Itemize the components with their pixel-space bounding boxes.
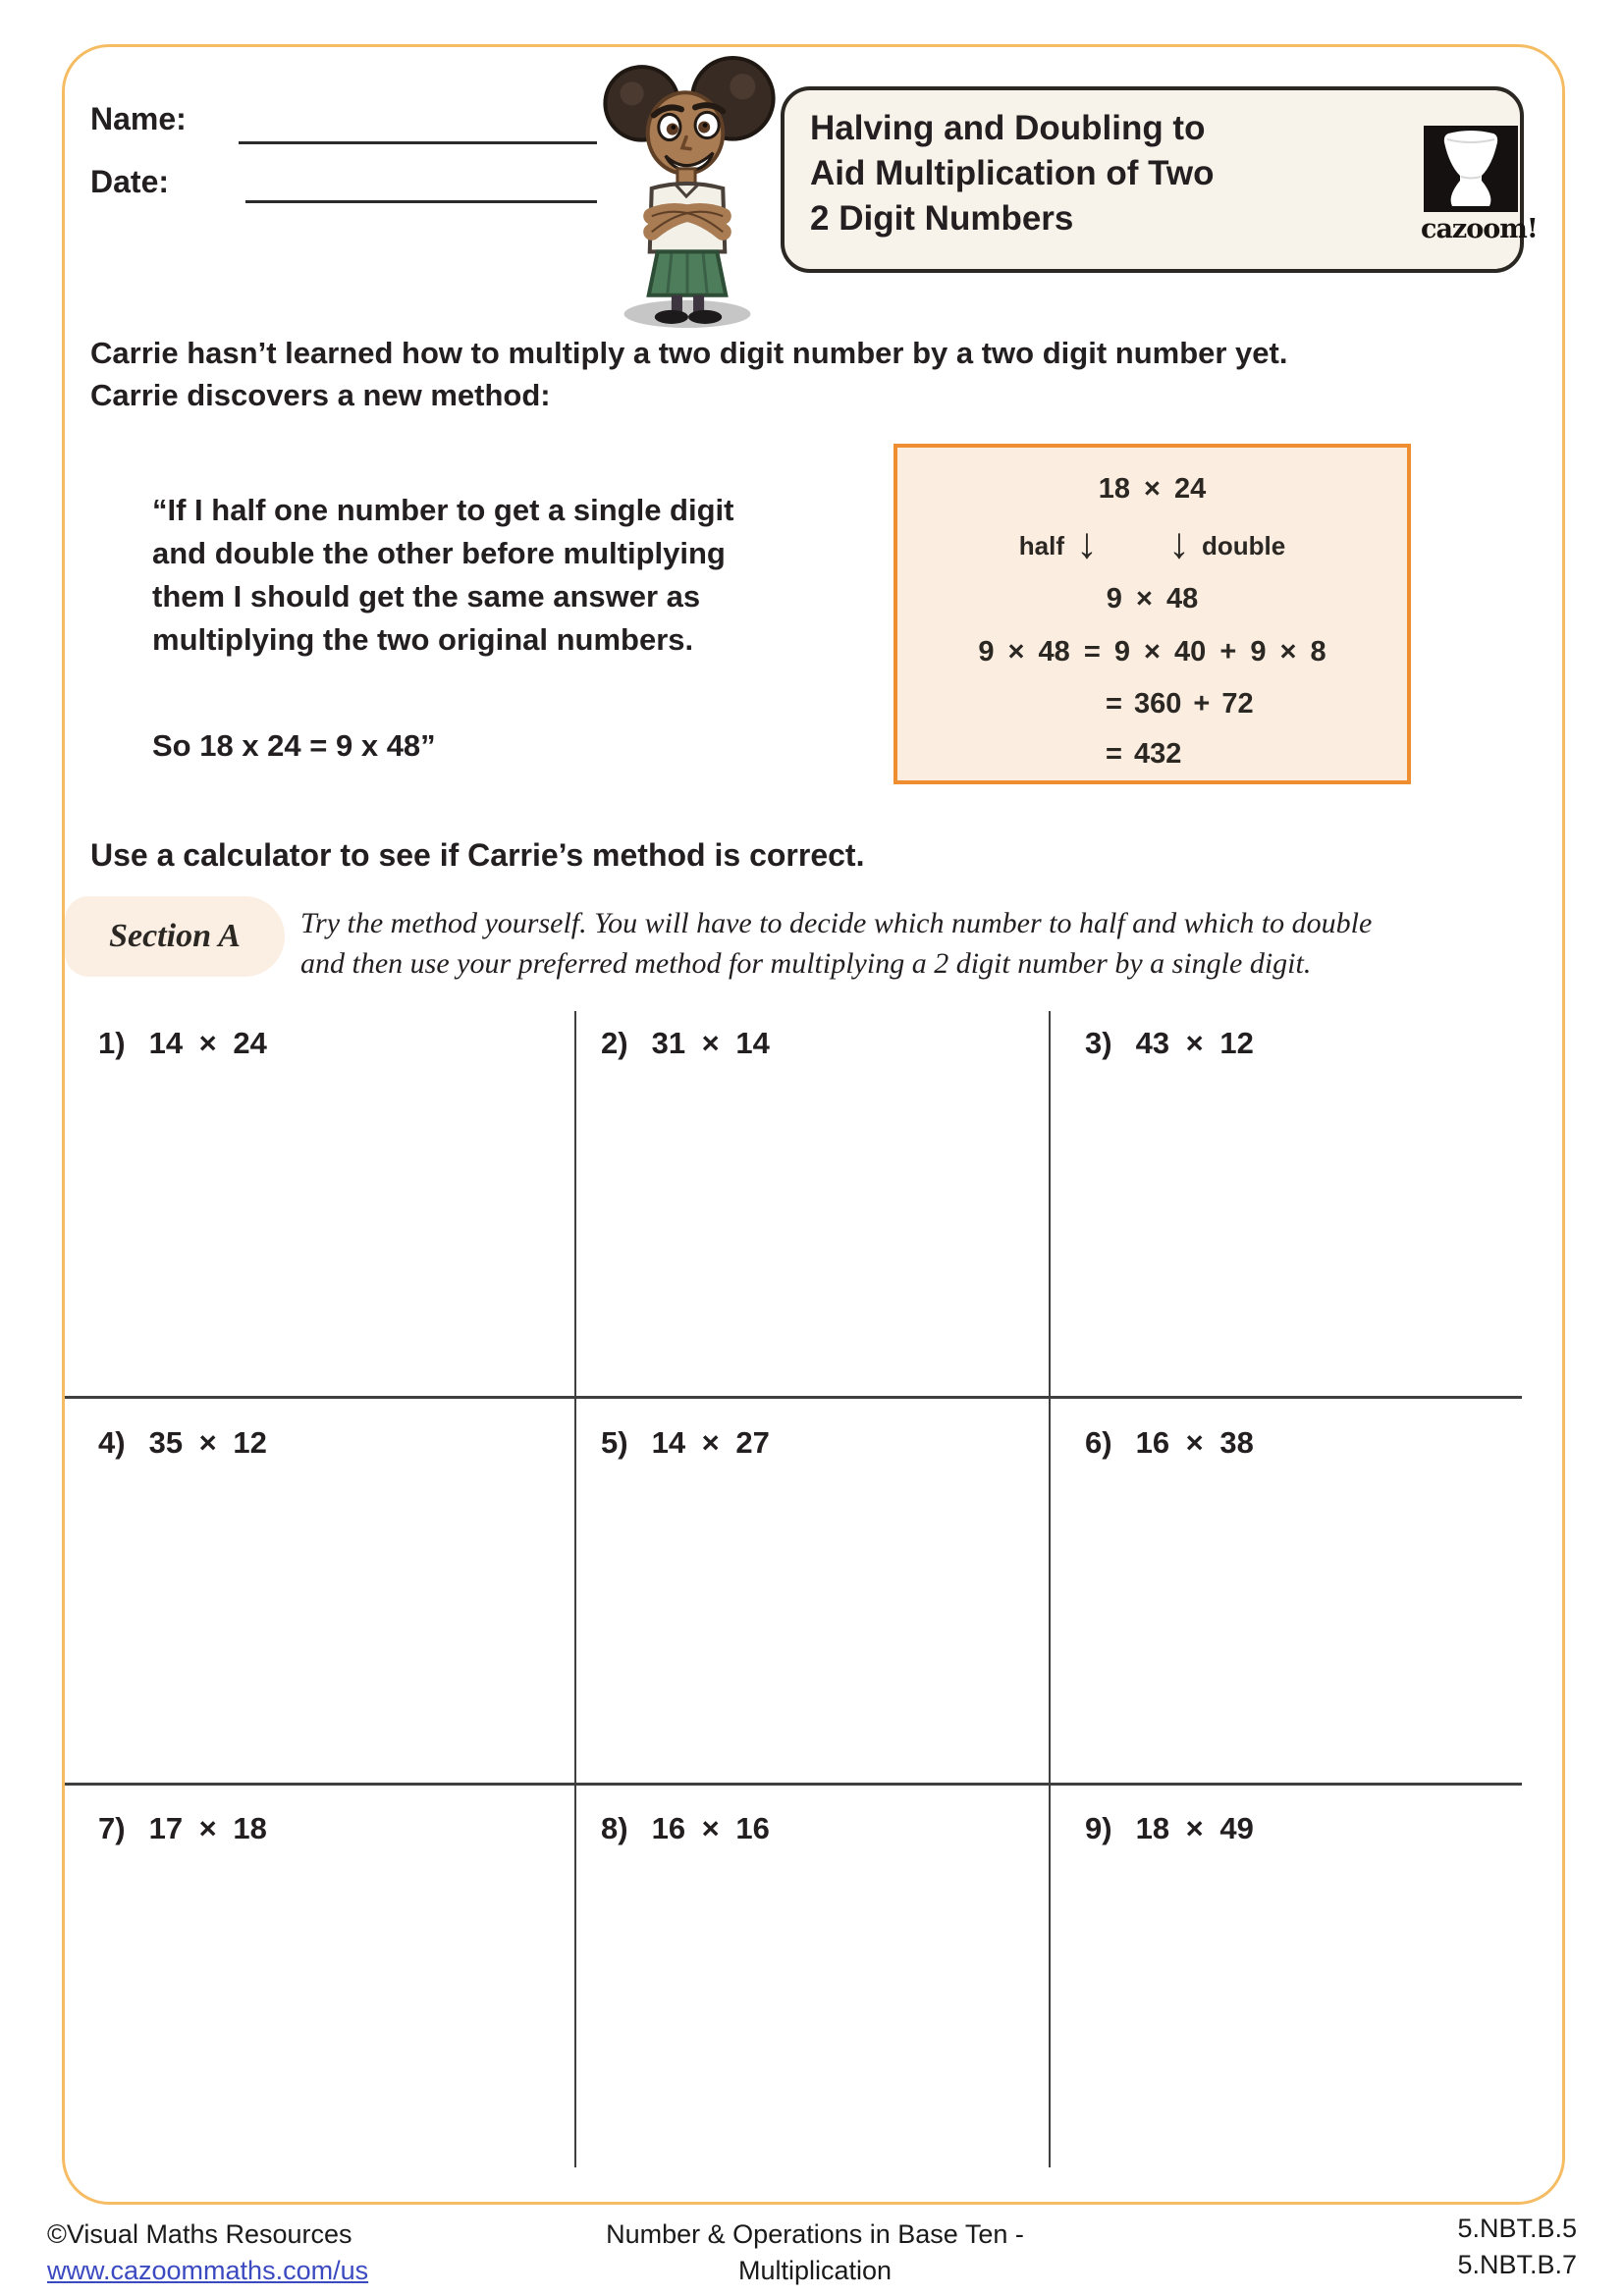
problem-1 [98,1026,267,1061]
example-line-2: 9 × 48 [1106,583,1199,614]
problem-expression: 17 × 18 [148,1811,267,1845]
problem-number: 2) [601,1026,628,1060]
half-label: half [1018,530,1064,561]
cazoom-wordmark: cazoom! [1421,214,1538,244]
example-line-5: = 432 [1106,738,1182,770]
website-link[interactable]: www.cazoommaths.com/us [47,2256,369,2285]
intro-line-1: Carrie hasn’t learned how to multiply a two digit number by a two digit number yet. [90,336,1288,370]
grid-horizontal-divider-1 [65,1396,1522,1399]
girl-character-illustration [587,54,787,331]
worked-example-box [893,444,1411,784]
half-double-row [897,519,1407,567]
footer-right [1257,2211,1577,2283]
date-underline [245,167,597,203]
example-line-4: = 360 + 72 [1106,688,1254,720]
problem-number: 1) [98,1026,126,1060]
problem-number: 5) [601,1425,628,1460]
cazoom-logo [1421,126,1538,244]
problem-number: 8) [601,1811,628,1845]
problem-8 [601,1811,770,1846]
calculator-instruction: Use a calculator to see if Carrie’s method is correct. [90,837,865,873]
girl-character-icon [587,54,787,331]
section-a-label: Section A [109,918,241,954]
standard-code-1: 5.NBT.B.5 [1457,2214,1577,2243]
footer-topic-line-1: Number & Operations in Base Ten - [606,2219,1024,2249]
title-box [781,86,1538,273]
footer-left [47,2216,368,2289]
title-line-2: Aid Multiplication of Two [810,154,1215,192]
footer-topic-line-2: Multiplication [737,2256,893,2285]
section-a-instructions [300,903,1372,984]
problem-7 [98,1811,267,1846]
instructions-line-2: and then use your preferred method for multiplying a 2 digit number by a single digit. [300,947,1312,980]
problem-3 [1085,1026,1254,1061]
name-underline [239,108,597,144]
title-line-3: 2 Digit Numbers [810,199,1074,238]
problem-number: 4) [98,1425,126,1460]
problem-expression: 43 × 12 [1135,1026,1254,1060]
example-line-1: 18 × 24 [1098,473,1207,505]
problem-expression: 14 × 27 [651,1425,770,1460]
intro-paragraph [90,332,1287,416]
carrie-quote: “If I half one number to get a single digit and double the other before multiplying them I should get the same answer as multiplying the two original numbers. [152,493,734,657]
problem-5 [601,1425,770,1461]
date-label: Date: [90,164,170,199]
problem-2 [601,1026,770,1061]
problem-expression: 18 × 49 [1135,1811,1254,1845]
worksheet-title [810,106,1399,241]
problem-4 [98,1425,267,1461]
down-arrow-icon: ↓ [1168,519,1190,567]
grid-horizontal-divider-2 [65,1783,1522,1786]
problem-9 [1085,1811,1254,1846]
footer-center [393,2216,1237,2289]
example-line-3: 9 × 48 = 9 × 40 + 9 × 8 [978,636,1326,667]
title-line-1: Halving and Doubling to [810,109,1206,147]
intro-line-2: Carrie discovers a new method: [90,378,551,412]
problem-expression: 14 × 24 [148,1026,267,1060]
instructions-line-1: Try the method yourself. You will have to decide which number to half and which to double [300,907,1373,939]
carrie-quote-conclusion: So 18 x 24 = 9 x 48” [152,728,436,763]
standard-code-2: 5.NBT.B.7 [1457,2250,1577,2279]
grid-vertical-divider-1 [574,1011,576,2167]
problem-expression: 31 × 14 [651,1026,770,1060]
drum-icon [1424,126,1518,212]
problem-expression: 16 × 16 [651,1811,770,1845]
problem-number: 7) [98,1811,126,1845]
problem-expression: 35 × 12 [148,1425,267,1460]
problem-number: 6) [1085,1425,1112,1460]
down-arrow-icon: ↓ [1076,519,1098,567]
problem-6 [1085,1425,1254,1461]
double-label: double [1202,530,1286,561]
grid-vertical-divider-2 [1049,1011,1051,2167]
problem-number: 9) [1085,1811,1112,1845]
section-a-badge [65,896,285,977]
problem-expression: 16 × 38 [1135,1425,1254,1460]
copyright-text: ©Visual Maths Resources [47,2219,352,2249]
name-label: Name: [90,101,187,136]
problem-number: 3) [1085,1026,1112,1060]
